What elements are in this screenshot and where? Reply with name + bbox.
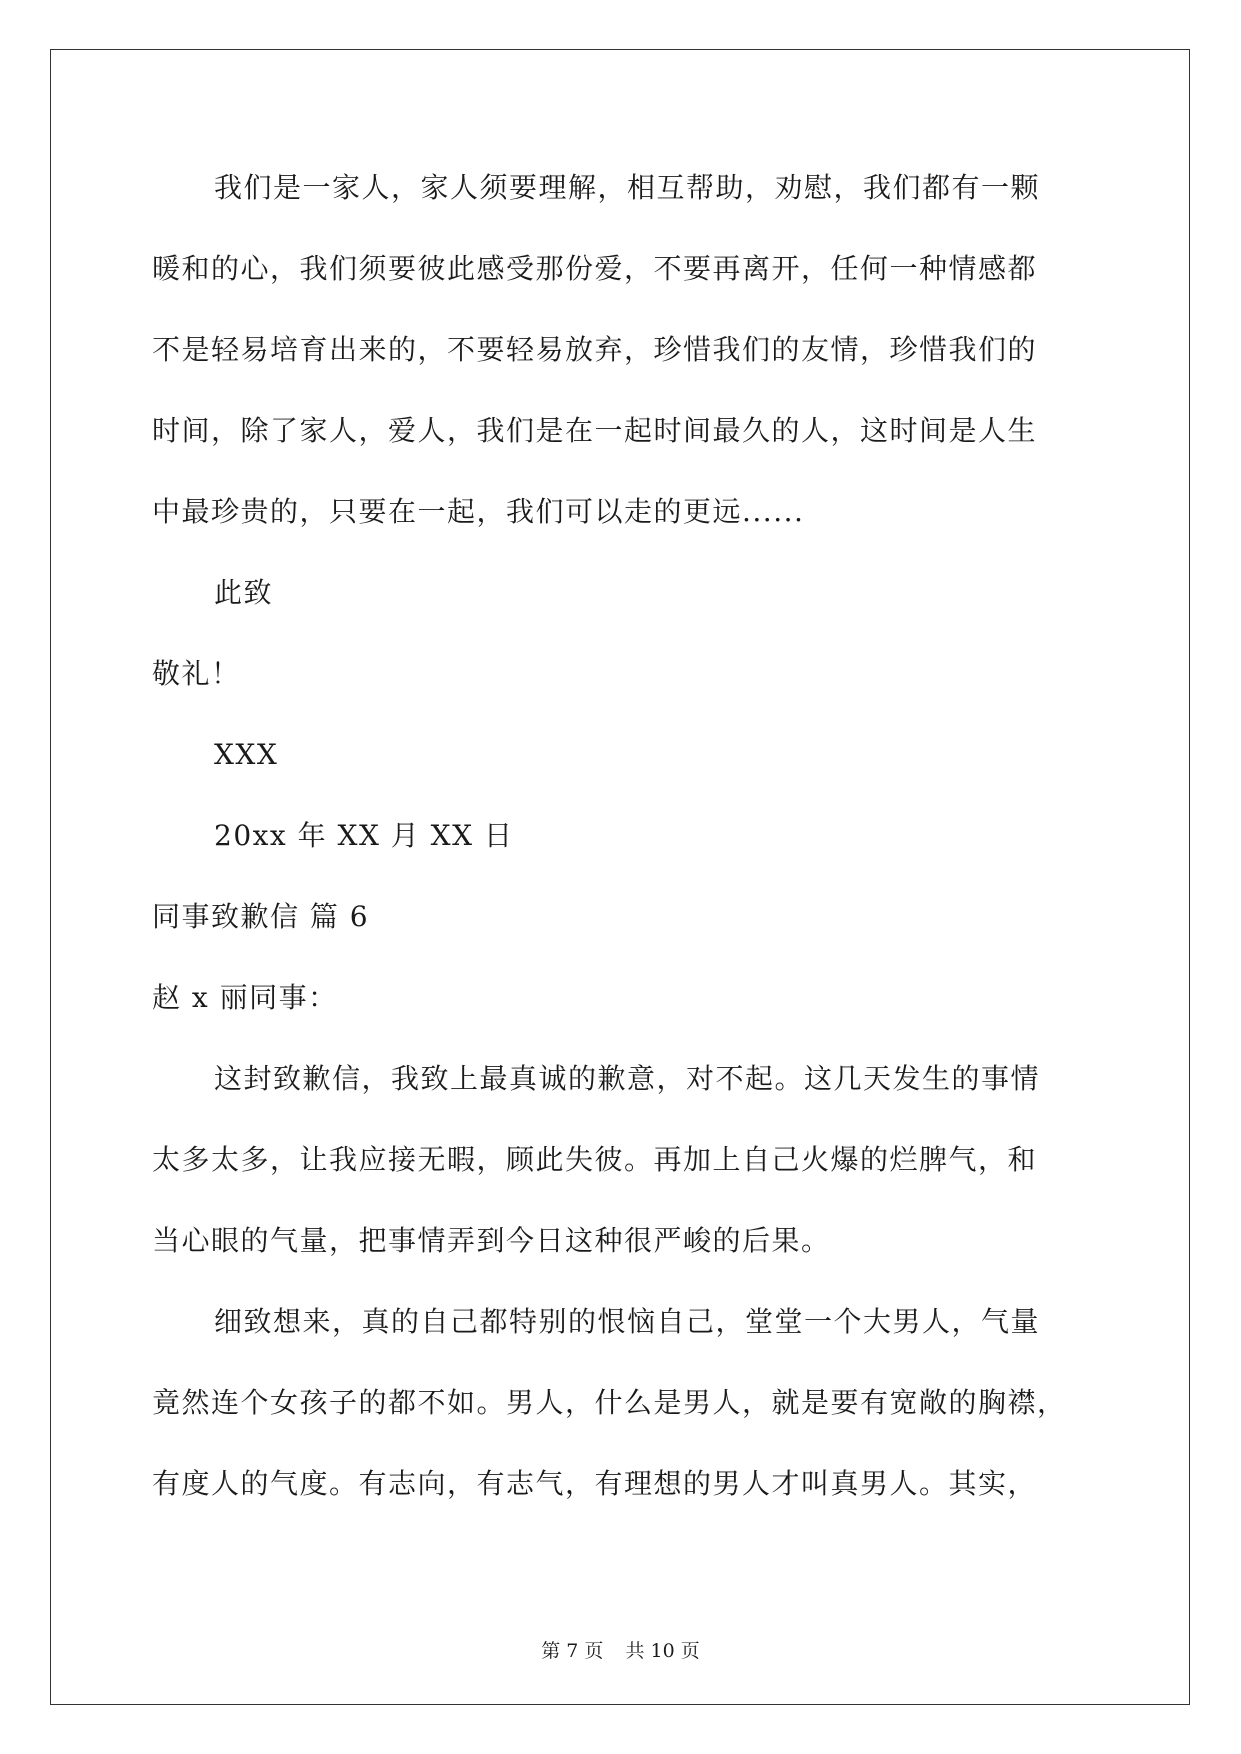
section-heading: 同事致歉信 篇 6 — [152, 900, 370, 933]
paragraph-line: 竟然连个女孩子的都不如。男人，什么是男人，就是要有宽敞的胸襟， — [152, 1386, 1067, 1419]
letter-date: 20xx 年 XX 月 XX 日 — [214, 819, 514, 852]
page-footer — [0, 1636, 1241, 1663]
paragraph-line: 时间，除了家人，爱人，我们是在一起时间最久的人，这时间是人生 — [152, 414, 1038, 447]
document-body — [152, 158, 1092, 1535]
closing-regards: 敬礼！ — [152, 657, 241, 690]
paragraph-line: 我们是一家人，家人须要理解，相互帮助，劝慰，我们都有一颗 — [214, 171, 1041, 204]
letter-addressee: 赵 x 丽同事： — [152, 981, 338, 1014]
paragraph-line: 太多太多，让我应接无暇，顾此失彼。再加上自己火爆的烂脾气，和 — [152, 1143, 1038, 1176]
paragraph-line: 细致想来，真的自己都特别的恨恼自己，堂堂一个大男人，气量 — [214, 1305, 1041, 1338]
closing-salutation: 此致 — [214, 576, 274, 609]
paragraph-line: 暖和的心，我们须要彼此感受那份爱，不要再离开，任何一种情感都 — [152, 252, 1038, 285]
page-number: 第 7 页 — [541, 1640, 604, 1662]
paragraph-line: 当心眼的气量，把事情弄到今日这种很严峻的后果。 — [152, 1224, 831, 1257]
paragraph-line: 不是轻易培育出来的，不要轻易放弃，珍惜我们的友情，珍惜我们的 — [152, 333, 1038, 366]
page-total: 共 10 页 — [625, 1640, 700, 1662]
paragraph-line: 有度人的气度。有志向，有志气，有理想的男人才叫真男人。其实， — [152, 1467, 1038, 1500]
signature: XXX — [214, 738, 279, 771]
paragraph-line: 这封致歉信，我致上最真诚的歉意，对不起。这几天发生的事情 — [214, 1062, 1041, 1095]
paragraph-line: 中最珍贵的，只要在一起，我们可以走的更远...... — [152, 495, 805, 528]
